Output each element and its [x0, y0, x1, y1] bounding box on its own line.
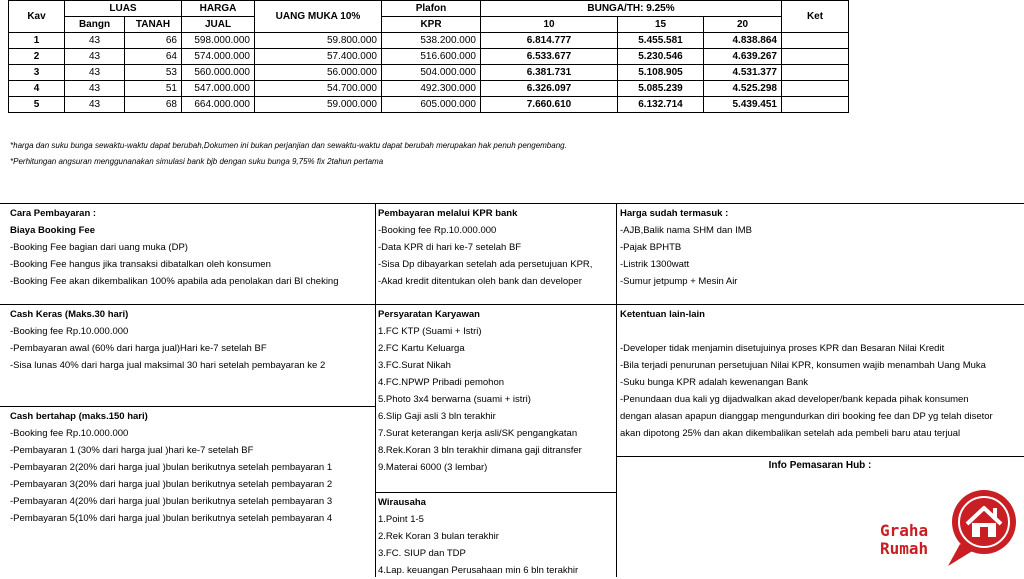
- tanah-cell: 66: [125, 33, 182, 49]
- table-row: [9, 65, 849, 81]
- section-subtitle: Biaya Booking Fee: [10, 225, 95, 236]
- angsuran-10-cell: 6.326.097: [481, 81, 618, 97]
- employee-requirements-section: [378, 306, 614, 476]
- logo-text-rumah: Rumah: [880, 539, 929, 558]
- list-item: -Booking Fee bagian dari uang muka (DP): [10, 242, 188, 253]
- list-item: -Akad kredit ditentukan oleh bank dan developer: [378, 276, 582, 287]
- header-tanah: TANAH: [125, 17, 182, 33]
- kpr-cell: 492.300.000: [382, 81, 481, 97]
- grid-line: [0, 203, 1024, 204]
- header-uang-muka: UANG MUKA 10%: [255, 1, 382, 33]
- list-item: -Pembayaran awal (60% dari harga jual)Hari ke-7 setelah BF: [10, 343, 267, 354]
- angsuran-15-cell: 5.230.546: [618, 49, 704, 65]
- uang-muka-cell: 57.400.000: [255, 49, 382, 65]
- header-plafon: Plafon: [382, 1, 481, 17]
- list-item: -Booking fee Rp.10.000.000: [378, 225, 497, 236]
- list-item: 2.FC Kartu Keluarga: [378, 343, 465, 354]
- kpr-cell: 605.000.000: [382, 97, 481, 113]
- harga-cell: 664.000.000: [182, 97, 255, 113]
- section-title: Ketentuan lain-lain: [620, 309, 705, 320]
- bangunan-cell: 43: [65, 49, 125, 65]
- section-title: Wirausaha: [378, 497, 426, 508]
- note-price-change: *harga dan suku bunga sewaktu-waktu dapat berubah,Dokumen ini bukan perjanjian dan sewaktu-waktu dapat berubah merupakan hak penuh pengembang.: [10, 141, 567, 150]
- table-row: [9, 33, 849, 49]
- list-item: -Sumur jetpump + Mesin Air: [620, 276, 738, 287]
- grid-line: [617, 456, 1024, 457]
- price-table: [8, 0, 849, 113]
- list-item: -Pembayaran 2(20% dari harga jual )bulan berikutnya setelah pembayaran 1: [10, 462, 333, 473]
- ket-cell: [782, 97, 849, 113]
- entrepreneur-section: [378, 494, 614, 579]
- list-item: -Data KPR di hari ke-7 setelah BF: [378, 242, 522, 253]
- angsuran-10-cell: 6.814.777: [481, 33, 618, 49]
- grid-line: [0, 406, 376, 407]
- list-item: -Pajak BPHTB: [620, 242, 682, 253]
- list-item: 9.Materai 6000 (3 lembar): [378, 462, 488, 473]
- table-row: [9, 97, 849, 113]
- list-item: 4.FC.NPWP Pribadi pemohon: [378, 377, 505, 388]
- uang-muka-cell: 56.000.000: [255, 65, 382, 81]
- header-tenor-20: 20: [704, 17, 782, 33]
- grid-line: [616, 203, 617, 577]
- kav-cell: 4: [9, 81, 65, 97]
- kpr-cell: 538.200.000: [382, 33, 481, 49]
- bangunan-cell: 43: [65, 97, 125, 113]
- bangunan-cell: 43: [65, 65, 125, 81]
- header-harga: HARGA: [182, 1, 255, 17]
- logo-text-graha: Graha: [880, 521, 929, 540]
- uang-muka-cell: 59.800.000: [255, 33, 382, 49]
- list-item: -Booking Fee hangus jika transaksi dibatalkan oleh konsumen: [10, 259, 271, 270]
- list-item: 1.FC KTP (Suami + Istri): [378, 326, 482, 337]
- angsuran-15-cell: 5.455.581: [618, 33, 704, 49]
- header-bangn: Bangn: [65, 17, 125, 33]
- list-item: -Bila terjadi penurunan persetujuan Nilai KPR, konsumen wajib menambah Uang Muka: [620, 360, 986, 371]
- section-title: Persyaratan Karyawan: [378, 309, 480, 320]
- header-tenor-10: 10: [481, 17, 618, 33]
- list-item: akan dipotong 25% dan akan dikembalikan setelah ada pembeli baru atau terjual: [620, 428, 961, 439]
- header-luas: LUAS: [65, 1, 182, 17]
- header-kpr: KPR: [382, 17, 481, 33]
- house-speech-bubble-icon: [940, 486, 1024, 577]
- list-item: 3.FC. SIUP dan TDP: [378, 548, 466, 559]
- cash-bertahap-section: [10, 408, 374, 527]
- graha-rumah-logo: [878, 486, 1024, 577]
- kpr-bank-section: [378, 205, 614, 290]
- header-bunga: BUNGA/TH: 9.25%: [481, 1, 782, 17]
- bangunan-cell: 43: [65, 33, 125, 49]
- kav-cell: 1: [9, 33, 65, 49]
- list-item: -Booking fee Rp.10.000.000: [10, 326, 129, 337]
- list-item: 3.FC.Surat Nikah: [378, 360, 451, 371]
- kav-cell: 2: [9, 49, 65, 65]
- header-ket: Ket: [782, 1, 849, 33]
- ket-cell: [782, 33, 849, 49]
- angsuran-15-cell: 5.108.905: [618, 65, 704, 81]
- section-title: Cash Keras (Maks.30 hari): [10, 309, 129, 320]
- header-tenor-15: 15: [618, 17, 704, 33]
- angsuran-15-cell: 6.132.714: [618, 97, 704, 113]
- list-item: -Pembayaran 4(20% dari harga jual )bulan berikutnya setelah pembayaran 3: [10, 496, 333, 507]
- table-header-row-1: [9, 1, 849, 17]
- uang-muka-cell: 54.700.000: [255, 81, 382, 97]
- grid-line: [0, 304, 1024, 305]
- list-item: -AJB,Balik nama SHM dan IMB: [620, 225, 752, 236]
- kav-cell: 3: [9, 65, 65, 81]
- table-header-row-2: [9, 17, 849, 33]
- list-item: -Pembayaran 1 (30% dari harga jual )hari ke-7 setelah BF: [10, 445, 254, 456]
- list-item: -Listrik 1300watt: [620, 259, 690, 270]
- harga-cell: 598.000.000: [182, 33, 255, 49]
- list-item: -Pembayaran 3(20% dari harga jual )bulan berikutnya setelah pembayaran 2: [10, 479, 333, 490]
- angsuran-20-cell: 4.639.267: [704, 49, 782, 65]
- section-title: Cash bertahap (maks.150 hari): [10, 411, 148, 422]
- list-item: 5.Photo 3x4 berwarna (suami + istri): [378, 394, 531, 405]
- list-item: 8.Rek.Koran 3 bln terakhir dimana gaji ditransfer: [378, 445, 582, 456]
- list-item: -Sisa Dp dibayarkan setelah ada persetujuan KPR,: [378, 259, 593, 270]
- harga-cell: 547.000.000: [182, 81, 255, 97]
- section-title: Harga sudah termasuk :: [620, 208, 729, 219]
- angsuran-20-cell: 4.838.864: [704, 33, 782, 49]
- list-item: -Penundaan dua kali yg dijadwalkan akad developer/bank kepada pihak konsumen: [620, 394, 969, 405]
- table-row: [9, 49, 849, 65]
- cash-keras-section: [10, 306, 372, 374]
- list-item: dengan alasan apapun dianggap mengundurkan diri booking fee dan DP yg telah disetor: [620, 411, 993, 422]
- angsuran-15-cell: 5.085.239: [618, 81, 704, 97]
- angsuran-10-cell: 6.381.731: [481, 65, 618, 81]
- table-row: [9, 81, 849, 97]
- uang-muka-cell: 59.000.000: [255, 97, 382, 113]
- list-item: -Booking Fee akan dikembalikan 100% apabila ada penolakan dari BI cheking: [10, 276, 339, 287]
- grid-line: [375, 203, 376, 577]
- angsuran-20-cell: 4.525.298: [704, 81, 782, 97]
- price-includes-section: [620, 205, 1020, 290]
- list-item: 7.Surat keterangan kerja asli/SK pengangkatan: [378, 428, 578, 439]
- list-item: 2.Rek Koran 3 bulan terakhir: [378, 531, 499, 542]
- grid-line: [376, 492, 616, 493]
- list-item: -Developer tidak menjamin disetujuinya proses KPR dan Besaran Nilai Kredit: [620, 343, 945, 354]
- tanah-cell: 51: [125, 81, 182, 97]
- angsuran-20-cell: 4.531.377: [704, 65, 782, 81]
- tanah-cell: 53: [125, 65, 182, 81]
- spacer: [620, 323, 1024, 340]
- bangunan-cell: 43: [65, 81, 125, 97]
- list-item: -Pembayaran 5(10% dari harga jual )bulan berikutnya setelah pembayaran 4: [10, 513, 333, 524]
- angsuran-10-cell: 6.533.677: [481, 49, 618, 65]
- section-title: Pembayaran melalui KPR bank: [378, 208, 518, 219]
- list-item: 4.Lap. keuangan Perusahaan min 6 bln terakhir: [378, 565, 579, 576]
- angsuran-20-cell: 5.439.451: [704, 97, 782, 113]
- tanah-cell: 68: [125, 97, 182, 113]
- other-terms-section: [620, 306, 1024, 442]
- ket-cell: [782, 65, 849, 81]
- payment-method-section: [10, 205, 372, 290]
- marketing-info-title: Info Pemasaran Hub :: [768, 460, 872, 471]
- section-title: Cara Pembayaran :: [10, 208, 97, 219]
- kpr-cell: 504.000.000: [382, 65, 481, 81]
- header-jual: JUAL: [182, 17, 255, 33]
- kav-cell: 5: [9, 97, 65, 113]
- kpr-cell: 516.600.000: [382, 49, 481, 65]
- list-item: 1.Point 1-5: [378, 514, 424, 525]
- list-item: -Sisa lunas 40% dari harga jual maksimal 30 hari setelah pembayaran ke 2: [10, 360, 326, 371]
- tanah-cell: 64: [125, 49, 182, 65]
- list-item: -Booking fee Rp.10.000.000: [10, 428, 129, 439]
- note-simulation: *Perhitungan angsuran menggunanakan simulasi bank bjb dengan suku bunga 9,75% fix 2tahun pertama: [10, 157, 384, 166]
- harga-cell: 560.000.000: [182, 65, 255, 81]
- ket-cell: [782, 49, 849, 65]
- list-item: 6.Slip Gaji asli 3 bln terakhir: [378, 411, 496, 422]
- ket-cell: [782, 81, 849, 97]
- list-item: -Suku bunga KPR adalah kewenangan Bank: [620, 377, 809, 388]
- angsuran-10-cell: 7.660.610: [481, 97, 618, 113]
- harga-cell: 574.000.000: [182, 49, 255, 65]
- header-kav: Kav: [9, 1, 65, 33]
